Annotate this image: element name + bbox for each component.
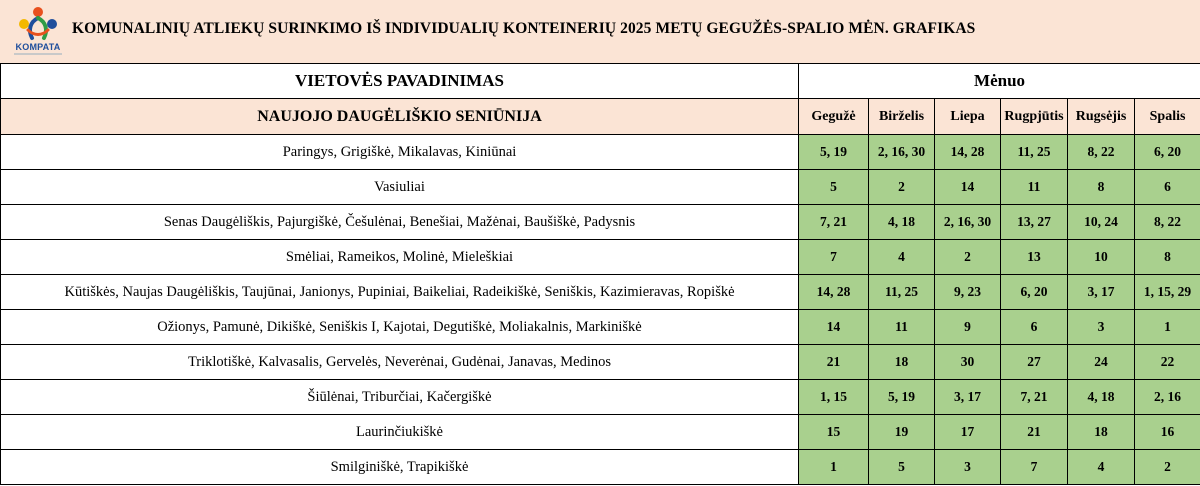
- collection-date-cell: 7, 21: [1001, 380, 1068, 415]
- place-name-cell: Triklotiškė, Kalvasalis, Gervelės, Neverėnai, Gudėnai, Janavas, Medinos: [1, 345, 799, 380]
- collection-date-cell: 4: [1068, 450, 1135, 485]
- collection-date-cell: 1, 15: [799, 380, 869, 415]
- collection-date-cell: 2, 16: [1135, 380, 1200, 415]
- collection-date-cell: 8: [1135, 240, 1200, 275]
- collection-date-cell: 4, 18: [869, 205, 935, 240]
- month-column-header: Mėnuo: [799, 64, 1200, 99]
- collection-date-cell: 9: [935, 310, 1001, 345]
- collection-date-cell: 7: [799, 240, 869, 275]
- place-name-cell: Smėliai, Rameikos, Molinė, Mieleškiai: [1, 240, 799, 275]
- collection-date-cell: 1, 15, 29: [1135, 275, 1200, 310]
- collection-date-cell: 5: [799, 170, 869, 205]
- place-name-cell: Vasiuliai: [1, 170, 799, 205]
- collection-date-cell: 6, 20: [1135, 135, 1200, 170]
- collection-date-cell: 2, 16, 30: [935, 205, 1001, 240]
- month-header: Gegužė: [799, 99, 869, 135]
- place-name-cell: Smilginiškė, Trapikiškė: [1, 450, 799, 485]
- table-row: [1, 135, 1200, 170]
- collection-date-cell: 8: [1068, 170, 1135, 205]
- collection-date-cell: 4: [869, 240, 935, 275]
- table-row: [1, 380, 1200, 415]
- month-header: Birželis: [869, 99, 935, 135]
- collection-date-cell: 16: [1135, 415, 1200, 450]
- collection-date-cell: 14: [935, 170, 1001, 205]
- month-header: Spalis: [1135, 99, 1200, 135]
- place-name-cell: Laurinčiukiškė: [1, 415, 799, 450]
- collection-date-cell: 3: [1068, 310, 1135, 345]
- month-header: Liepa: [935, 99, 1001, 135]
- collection-date-cell: 1: [1135, 310, 1200, 345]
- collection-date-cell: 19: [869, 415, 935, 450]
- collection-date-cell: 13: [1001, 240, 1068, 275]
- collection-date-cell: 3, 17: [1068, 275, 1135, 310]
- table-row: [1, 240, 1200, 275]
- collection-date-cell: 22: [1135, 345, 1200, 380]
- table-body: [1, 135, 1200, 485]
- collection-date-cell: 17: [935, 415, 1001, 450]
- collection-date-cell: 10, 24: [1068, 205, 1135, 240]
- collection-date-cell: 18: [1068, 415, 1135, 450]
- collection-date-cell: 13, 27: [1001, 205, 1068, 240]
- collection-date-cell: 14: [799, 310, 869, 345]
- collection-date-cell: 5, 19: [799, 135, 869, 170]
- collection-date-cell: 6: [1001, 310, 1068, 345]
- collection-date-cell: 11: [1001, 170, 1068, 205]
- collection-date-cell: 4, 18: [1068, 380, 1135, 415]
- month-header: Rugpjūtis: [1001, 99, 1068, 135]
- collection-date-cell: 2: [1135, 450, 1200, 485]
- place-name-cell: Ožionys, Pamunė, Dikiškė, Seniškis I, Kajotai, Degutiškė, Moliakalnis, Markiniškė: [1, 310, 799, 345]
- collection-date-cell: 27: [1001, 345, 1068, 380]
- collection-date-cell: 21: [1001, 415, 1068, 450]
- table-row: [1, 345, 1200, 380]
- collection-date-cell: 15: [799, 415, 869, 450]
- collection-date-cell: 9, 23: [935, 275, 1001, 310]
- place-column-header: VIETOVĖS PAVADINIMAS: [1, 64, 799, 99]
- header-bar: [0, 0, 1200, 63]
- collection-date-cell: 5: [869, 450, 935, 485]
- collection-date-cell: 7: [1001, 450, 1068, 485]
- place-name-cell: Kūtiškės, Naujas Daugėliškis, Taujūnai, Janionys, Pupiniai, Baikeliai, Radeikiškė, Seniškis, Kazimieravas, Ropiškė: [1, 275, 799, 310]
- table-row: [1, 450, 1200, 485]
- collection-date-cell: 7, 21: [799, 205, 869, 240]
- logo-tagline-line: [14, 53, 62, 55]
- collection-date-cell: 2, 16, 30: [869, 135, 935, 170]
- collection-date-cell: 14, 28: [799, 275, 869, 310]
- collection-date-cell: 30: [935, 345, 1001, 380]
- collection-date-cell: 18: [869, 345, 935, 380]
- collection-date-cell: 11, 25: [1001, 135, 1068, 170]
- collection-date-cell: 8, 22: [1135, 205, 1200, 240]
- page-title: KOMUNALINIŲ ATLIEKŲ SURINKIMO IŠ INDIVIDUALIŲ KONTEINERIŲ 2025 METŲ GEGUŽĖS-SPALIO MĖN. GRAFIKAS: [72, 20, 976, 37]
- collection-date-cell: 8, 22: [1068, 135, 1135, 170]
- place-name-cell: Paringys, Grigiškė, Mikalavas, Kiniūnai: [1, 135, 799, 170]
- logo-people-icon: [10, 4, 66, 44]
- collection-date-cell: 21: [799, 345, 869, 380]
- collection-schedule-table: [0, 63, 1200, 485]
- place-name-cell: Šiūlėnai, Triburčiai, Kačergiškė: [1, 380, 799, 415]
- table-row: [1, 415, 1200, 450]
- table-row: [1, 170, 1200, 205]
- table-row: [1, 275, 1200, 310]
- table-row: [1, 205, 1200, 240]
- collection-date-cell: 14, 28: [935, 135, 1001, 170]
- collection-date-cell: 3: [935, 450, 1001, 485]
- collection-date-cell: 6: [1135, 170, 1200, 205]
- table-row: [1, 310, 1200, 345]
- collection-date-cell: 24: [1068, 345, 1135, 380]
- collection-date-cell: 2: [869, 170, 935, 205]
- collection-date-cell: 5, 19: [869, 380, 935, 415]
- collection-date-cell: 11, 25: [869, 275, 935, 310]
- collection-date-cell: 2: [935, 240, 1001, 275]
- month-header: Rugsėjis: [1068, 99, 1135, 135]
- collection-date-cell: 6, 20: [1001, 275, 1068, 310]
- collection-date-cell: 11: [869, 310, 935, 345]
- logo-wordmark: KOMPATA: [15, 42, 61, 52]
- place-name-cell: Senas Daugėliškis, Pajurgiškė, Češulėnai, Benešiai, Mažėnai, Baušiškė, Padysnis: [1, 205, 799, 240]
- collection-date-cell: 1: [799, 450, 869, 485]
- collection-date-cell: 3, 17: [935, 380, 1001, 415]
- kompata-logo: [10, 4, 66, 60]
- section-name: NAUJOJO DAUGĖLIŠKIO SENIŪNIJA: [1, 99, 799, 135]
- collection-date-cell: 10: [1068, 240, 1135, 275]
